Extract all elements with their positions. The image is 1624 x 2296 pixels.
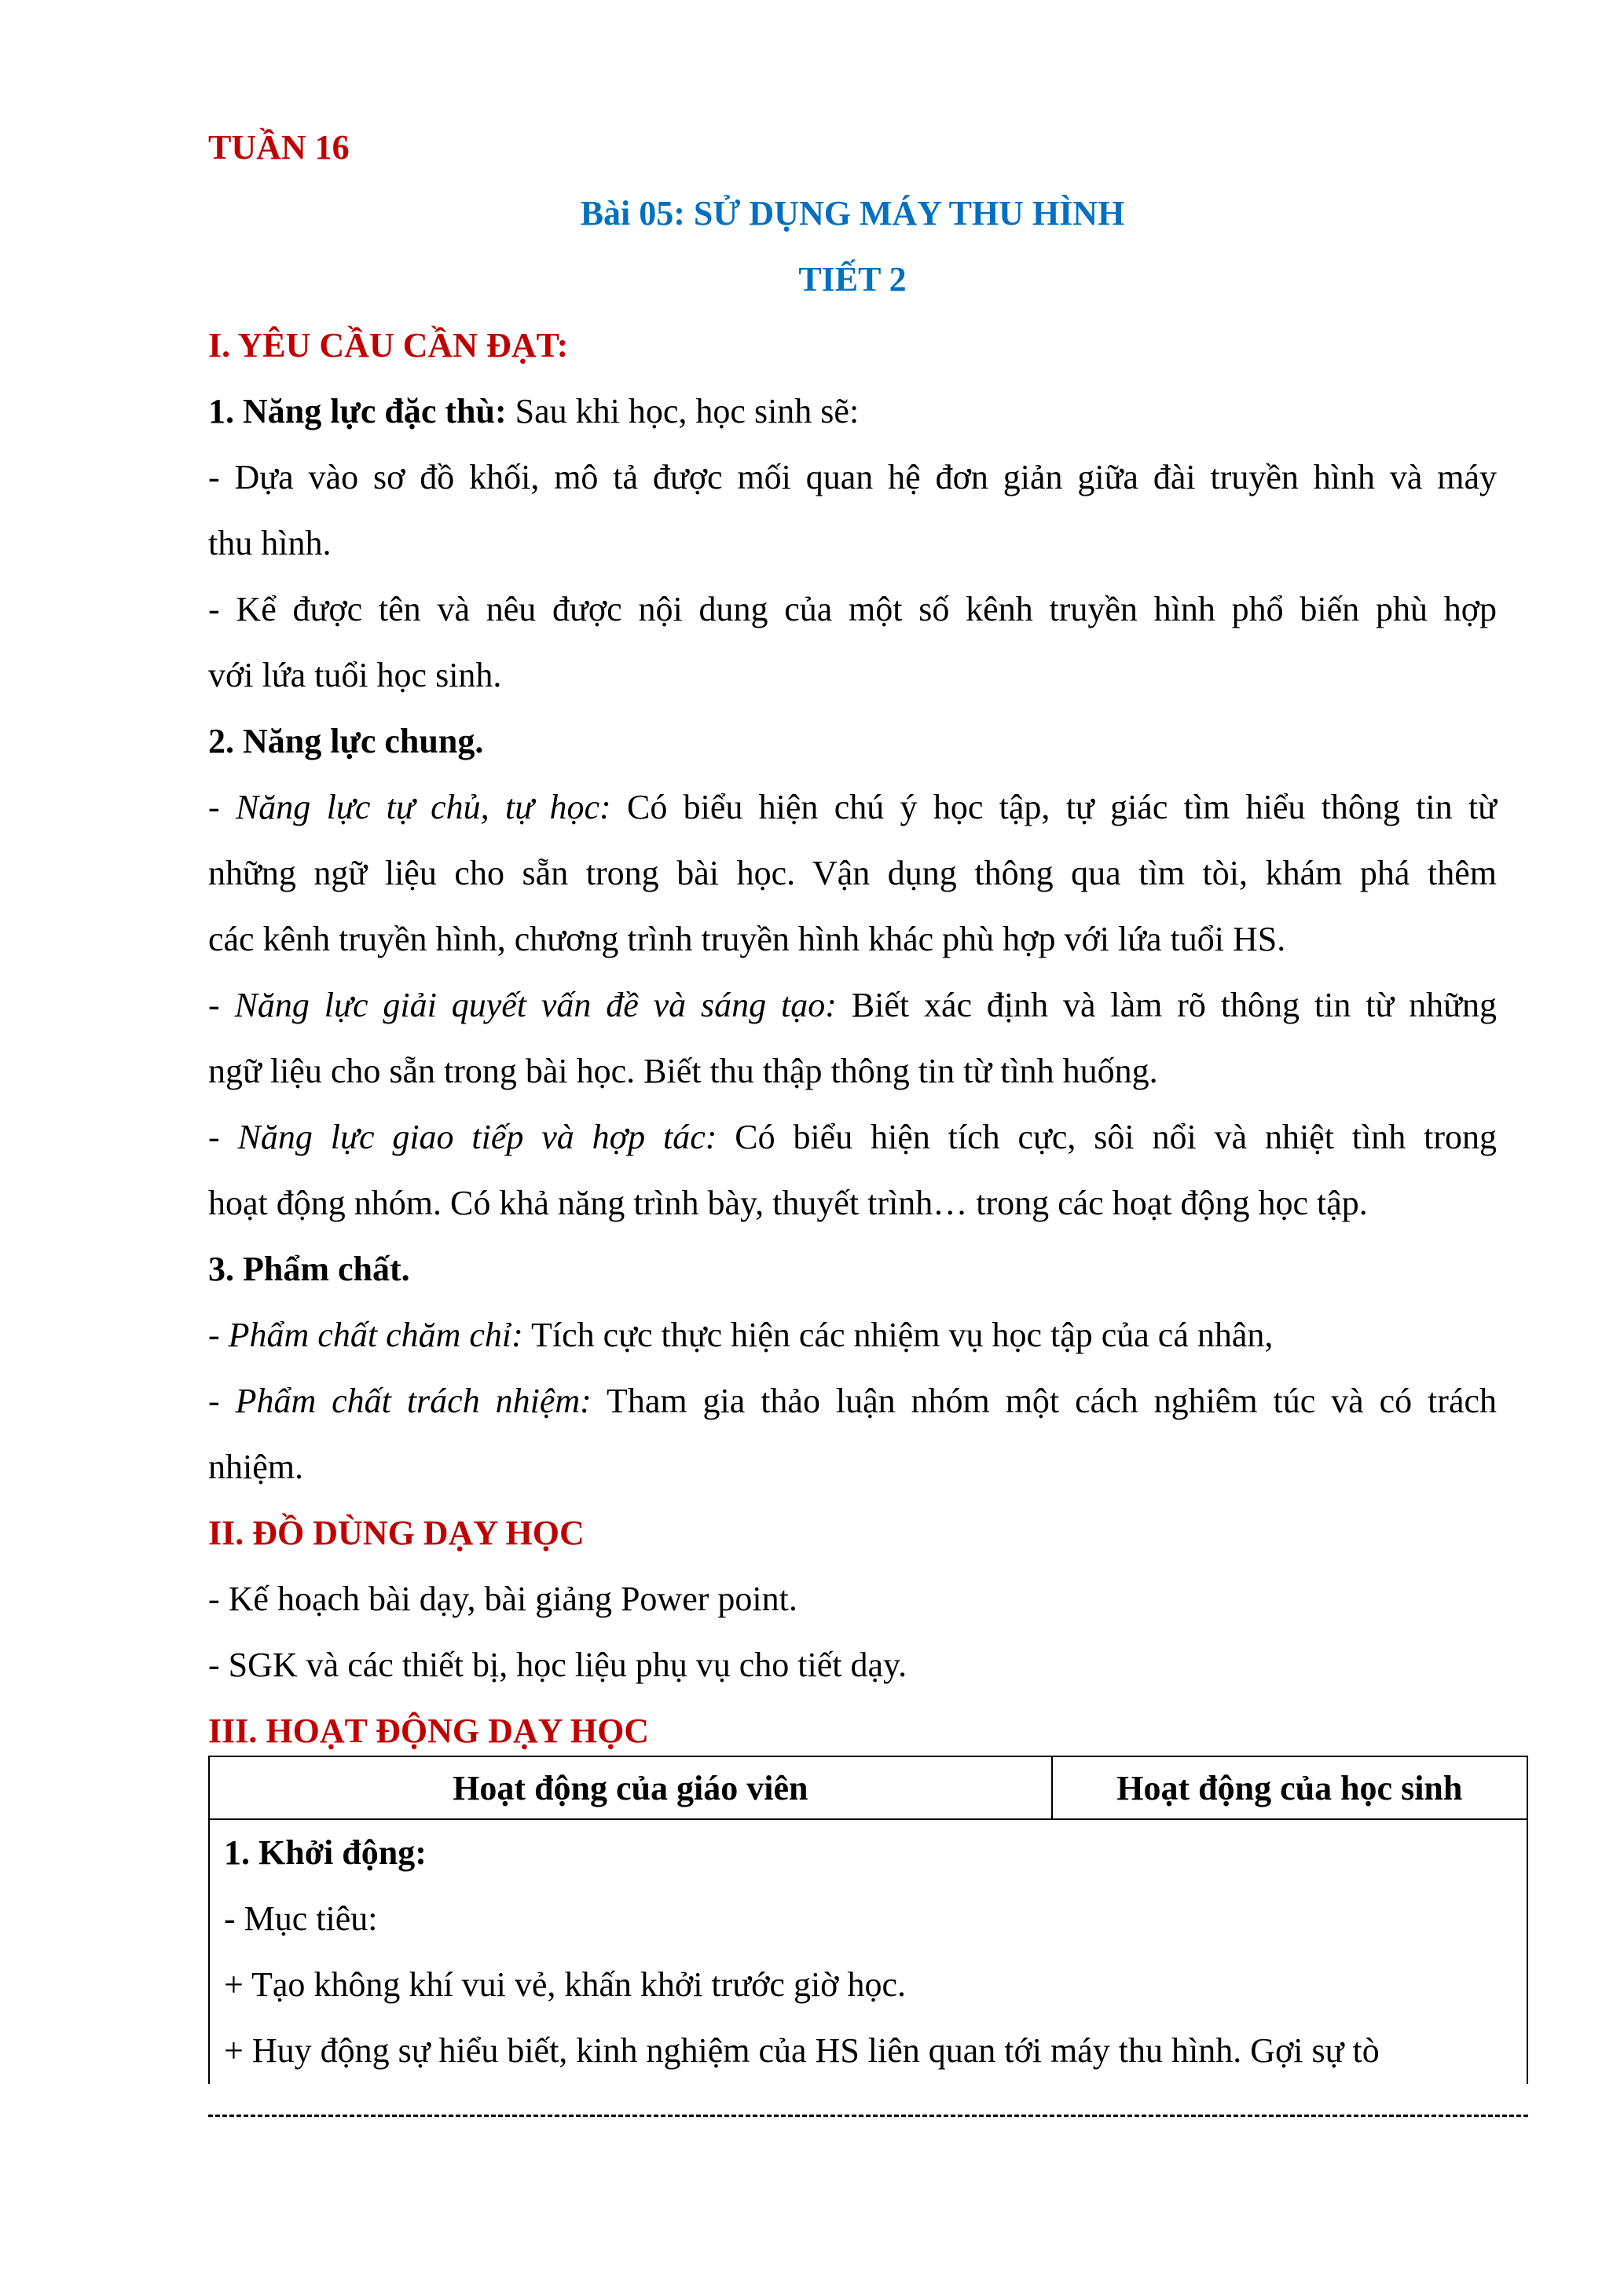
lesson-title: Bài 05: SỬ DỤNG MÁY THU HÌNH — [580, 194, 1125, 233]
sub3-bullet1-term: Phẩm chất chăm chỉ: — [228, 1316, 523, 1354]
sub3-bullet2-line1 — [208, 1379, 1497, 1423]
sub2-label: 2. Năng lực chung. — [208, 722, 484, 760]
sub3-bullet1 — [208, 1313, 1273, 1357]
sub1-bullet1-line1: - Dựa vào sơ đồ khối, mô tả được mối quan hệ đơn giản giữa đài truyền hình và máy — [208, 458, 1497, 496]
student-activity-header: Hoạt động của học sinh — [1052, 1756, 1527, 1819]
sub2-bullet3-term: Năng lực giao tiếp và hợp tác: — [237, 1118, 717, 1156]
bullet-dash: - — [208, 986, 235, 1024]
sub2-bullet3-line2: hoạt động nhóm. Có khả năng trình bày, thuyết trình… trong các hoạt động học tập. — [208, 1184, 1368, 1222]
sub1-bullet2-line2: với lứa tuổi học sinh. — [208, 656, 502, 694]
table-header-row — [209, 1756, 1527, 1819]
sub2-bullet2-line1 — [208, 983, 1497, 1027]
section2-title: II. ĐỒ DÙNG DẠY HỌC — [208, 1514, 585, 1552]
sub3-label: 3. Phẩm chất. — [208, 1250, 410, 1288]
table-cut-line — [208, 2105, 1528, 2117]
sub3-bullet1-text: Tích cực thực hiện các nhiệm vụ học tập của cá nhân, — [522, 1316, 1274, 1354]
section2-item2: - SGK và các thiết bị, học liệu phụ vụ cho tiết dạy. — [208, 1646, 907, 1684]
bullet-dash: - — [208, 788, 236, 826]
section2-item1: - Kế hoạch bài dạy, bài giảng Power point. — [208, 1580, 797, 1618]
activities-table — [208, 1756, 1528, 2084]
warmup-title: 1. Khởi động: — [224, 1833, 427, 1872]
sub1-line — [208, 390, 859, 434]
bullet-dash: - — [208, 1118, 238, 1156]
sub2-bullet1-text: Có biểu hiện chú ý học tập, tự giác tìm hiểu thông tin từ — [610, 788, 1497, 826]
sub1-bullet2-line1: - Kể được tên và nêu được nội dung của một số kênh truyền hình phổ biến phù hợp — [208, 590, 1497, 628]
warmup-line1: - Mục tiêu: — [224, 1899, 378, 1938]
sub2-bullet1-line2: những ngữ liệu cho sẵn trong bài học. Vận dụng thông qua tìm tòi, khám phá thêm — [208, 854, 1497, 892]
sub2-bullet2-text: Biết xác định và làm rõ thông tin từ những — [836, 986, 1497, 1024]
sub2-bullet3-line1 — [208, 1115, 1497, 1159]
warmup-line2: + Tạo không khí vui vẻ, khấn khởi trước giờ học. — [224, 1965, 906, 2004]
section1-title: I. YÊU CẦU CẦN ĐẠT: — [208, 326, 569, 364]
teacher-activity-header: Hoạt động của giáo viên — [209, 1756, 1052, 1819]
warmup-cell — [209, 1819, 1527, 2084]
bullet-dash: - — [208, 1316, 229, 1354]
sub1-text: Sau khi học, học sinh sẽ: — [506, 392, 860, 430]
sub3-bullet2-term: Phẩm chất trách nhiệm: — [235, 1382, 592, 1420]
sub2-bullet2-term: Năng lực giải quyết vấn đề và sáng tạo: — [234, 986, 837, 1024]
sub2-bullet1-line1 — [208, 785, 1497, 829]
sub3-bullet2-text: Tham gia thảo luận nhóm một cách nghiêm túc và có trách — [591, 1382, 1497, 1420]
sub1-label: 1. Năng lực đặc thù: — [208, 392, 507, 430]
sub2-bullet3-text: Có biểu hiện tích cực, sôi nổi và nhiệt tình trong — [717, 1118, 1497, 1156]
sub3-bullet2-line2: nhiệm. — [208, 1448, 303, 1486]
table-row — [209, 1819, 1527, 2084]
sub1-bullet1-line2: thu hình. — [208, 524, 332, 562]
sub2-bullet1-line3: các kênh truyền hình, chương trình truyền hình khác phù hợp với lứa tuổi HS. — [208, 920, 1286, 958]
warmup-line3: + Huy động sự hiểu biết, kinh nghiệm của HS liên quan tới máy thu hình. Gợi sự tò — [224, 2031, 1380, 2070]
sub2-bullet2-line2: ngữ liệu cho sẵn trong bài học. Biết thu thập thông tin từ tình huống. — [208, 1052, 1158, 1090]
section3-title: III. HOẠT ĐỘNG DẠY HỌC — [208, 1712, 650, 1750]
sub2-bullet1-term: Năng lực tự chủ, tự học: — [235, 788, 611, 826]
bullet-dash: - — [208, 1382, 236, 1420]
period-title: TIẾT 2 — [798, 260, 907, 298]
week-label: TUẦN 16 — [208, 128, 350, 167]
